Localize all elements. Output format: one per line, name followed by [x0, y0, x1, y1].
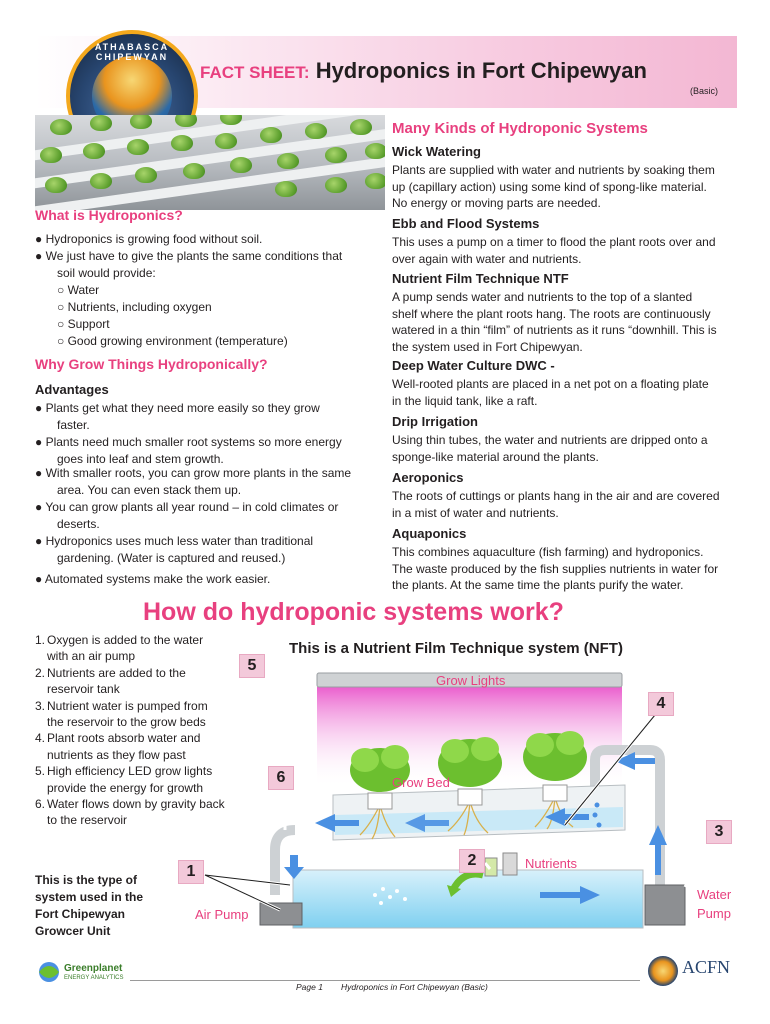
acfn-small-logo: [648, 956, 678, 986]
system-name: Wick Watering: [392, 144, 481, 159]
system-type-text: This is the type of system used in the Fort Chipewyan Growcer Unit: [35, 873, 144, 938]
greenplanet-sub: ENERGY ANALYTICS: [64, 975, 124, 981]
advantage-item: goes into leaf and stem growth.: [57, 452, 224, 466]
why-heading: Why Grow Things Hydroponically?: [35, 356, 268, 372]
title-text: Hydroponics in Fort Chipewyan: [315, 58, 647, 83]
advantage-item: ● You can grow plants all year round – in cold climates or: [35, 500, 339, 514]
page-title: [200, 58, 647, 84]
system-name: Drip Irrigation: [392, 414, 478, 429]
system-desc: Using thin tubes, the water and nutrients are dripped onto a sponge-like material around the plants.: [392, 433, 708, 464]
advantage-item: ● Plants get what they need more easily so they grow: [35, 401, 320, 415]
system-desc: Plants are supplied with water and nutrients by soaking them up (capillary action) using some kind of spong-like material. No energy or moving parts are needed.: [392, 163, 715, 210]
footer-rule: [130, 980, 640, 981]
step-6-badge: 6: [268, 766, 294, 790]
what-heading: What is Hydroponics?: [35, 207, 183, 223]
grow-bed-label: Grow Bed: [392, 775, 450, 790]
step-item: 4. Plant roots absorb water and nutrients as they flow past: [35, 731, 201, 762]
advantage-item: gardening. (Water is captured and reused.): [57, 551, 286, 565]
hydroponics-photo: [35, 115, 385, 210]
system-desc: The roots of cuttings or plants hang in the air and are covered in a mist of water and nutrients.: [392, 489, 720, 520]
what-item: ○ Support: [57, 317, 110, 331]
pump-label: Pump: [697, 906, 731, 921]
what-item: ○ Nutrients, including oxygen: [57, 300, 212, 314]
system-desc: This combines aquaculture (fish farming) and hydroponics. The waste produced by the fish supplies nutrients in water for the plants. At the same time the plants purify the water.: [392, 545, 719, 592]
nft-diagram-title: This is a Nutrient Film Technique system (NFT): [289, 640, 623, 657]
grow-lights-label: Grow Lights: [436, 673, 506, 688]
system-name: Aquaponics: [392, 526, 467, 541]
system-name: Deep Water Culture DWC -: [392, 358, 555, 373]
acfn-wordmark: ACFN: [682, 957, 731, 977]
step-5-badge: 5: [239, 654, 265, 678]
advantage-item: ● Automated systems make the work easier.: [35, 572, 271, 586]
step-item: 5. High efficiency LED grow lights provide the energy for growth: [35, 764, 213, 795]
what-item: ● We just have to give the plants the same conditions that: [35, 249, 343, 263]
advantage-item: area. You can even stack them up.: [57, 483, 242, 497]
step-2-badge: 2: [459, 849, 485, 873]
level-label: (Basic): [690, 86, 719, 96]
logo-top-text: ATHABASCA CHIPEWYAN: [94, 42, 170, 62]
footer-text: Page 1 Hydroponics in Fort Chipewyan (Basic): [296, 982, 488, 992]
system-desc: A pump sends water and nutrients to the top of a slanted shelf where the plant roots hang. The roots are continuously watered in a thin “film” of nutrients as it runs “downhill. This is the system used in Fort Chipewyan.: [392, 290, 717, 354]
advantages-label: Advantages: [35, 382, 109, 397]
nutrients-label: Nutrients: [525, 856, 578, 871]
kinds-heading: Many Kinds of Hydroponic Systems: [392, 120, 648, 137]
how-heading: How do hydroponic systems work?: [143, 598, 564, 626]
system-name: Nutrient Film Technique NTF: [392, 271, 569, 286]
step-item: 1. Oxygen is added to the water with an air pump: [35, 633, 204, 664]
what-item: ○ Water: [57, 283, 100, 297]
system-name: Ebb and Flood Systems: [392, 216, 540, 231]
advantage-item: faster.: [57, 418, 90, 432]
step-item: 3. Nutrient water is pumped from the reservoir to the grow beds: [35, 698, 208, 730]
advantage-item: ● Hydroponics uses much less water than traditional: [35, 534, 314, 548]
what-item: soil would provide:: [57, 266, 156, 280]
system-desc: This uses a pump on a timer to flood the plant roots over and over again with water and nutrients.: [392, 235, 716, 266]
step-4-badge: 4: [648, 692, 674, 716]
system-desc: Well-rooted plants are placed in a net pot on a floating plate in the liquid tank, like a raft.: [392, 377, 709, 408]
step-1-badge: 1: [178, 860, 204, 884]
advantage-item: deserts.: [57, 517, 100, 531]
greenplanet-name: Greenplanet: [64, 963, 123, 974]
advantage-item: ● With smaller roots, you can grow more plants in the same: [35, 466, 352, 480]
fact-sheet-label: FACT SHEET:: [200, 63, 310, 82]
air-pump-label: Air Pump: [195, 907, 249, 922]
system-name: Aeroponics: [392, 470, 464, 485]
step-3-badge: 3: [706, 820, 732, 844]
water-label: Water: [697, 887, 732, 902]
advantage-item: ● Plants need much smaller root systems so more energy: [35, 435, 342, 449]
step-item: 2. Nutrients are added to the reservoir tank: [35, 665, 186, 697]
step-item: 6. Water flows down by gravity back to the reservoir: [35, 797, 225, 828]
what-item: ○ Good growing environment (temperature): [57, 334, 288, 348]
what-item: ● Hydroponics is growing food without soil.: [35, 232, 263, 246]
greenplanet-logo-icon: [35, 958, 63, 986]
